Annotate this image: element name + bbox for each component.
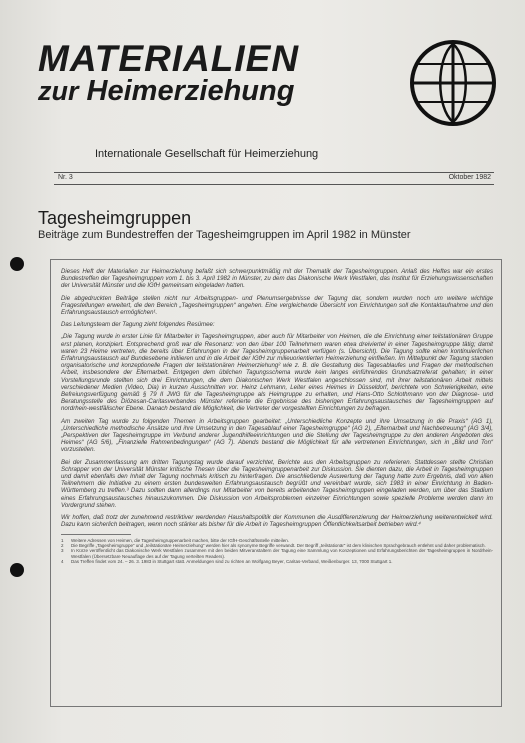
paragraph: „Die Tagung wurde in erster Linie für Mitarbeiter in Tagesheimgruppen, aber auch für Mitarbeiter von Heimen, die die Einrichtung einer teilstationären Gruppe erst planen, konzipiert. Entsprechend groß war die Resonanz: von den über 100 Teilnehmern waren etwa dreiviertel in einer Tagesheimgruppe tätig; damit waren 23 Heime vertreten, die bereits über Erfahrungen in der Tagesheimgruppenarbeit verfügen (s. Übersicht). Die Tagung sollte einen kontinuierlichen Erfahrungsaustausch auf Bundesebene initiieren und in die Arbeit der IGfH zur milieuorientierten Heimerziehung einfließen. Im Mittelpunkt der Tagung standen organisatorische und konzeptionelle Fragen der teilstationären Heimerziehung² wie z. B. die Gestaltung des Tagesablaufes und Fragen der methodischen Arbeit, insbesondere der Elternarbeit. Entgegen dem üblichen Tagungsschema wurde kein langes einführendes Grundsatzreferat gehalten; in einer Vorstellungsrunde stellten sich drei Einrichtungen, die dem Diakonischen Werk Westfalen angeschlossen sind, mit ihrer teilstationären Arbeit mittels verschiedener Medien (Video, Dia) in kurzen Ausschnitten vor. Heinz Lehmann, Leiter eines Heimes in Düsseldorf, berichtete von Schwierigkeiten, eine Befreiungsverfügung gemäß § 79 II JWG für die Tagesheimgruppe als Heimgruppe zu erhalten, und Hans-Otto Schlothmann von der Diagnose- und Beratungsstelle des Diözesan-Caritasverbandes Münster referierte die Ergebnisse des bisherigen Erfahrungsaustausches der Tagesheimgruppen auf nordrhein-westfälischer Ebene. Danach bestand die Möglichkeit, die Vertreter der vorgestellten Einrichtungen zu befragen. xyxy=(61,333,493,413)
footnote-divider xyxy=(61,534,131,535)
masthead-line2 xyxy=(38,76,398,106)
paragraph: Dieses Heft der Materialien zur Heimerziehung befaßt sich schwerpunktmäßig mit der Thematik der Tagesheimgruppen. Anlaß des Heftes war ein erstes Bundestreffen der Tagesheimgruppen vom 1. bis 3. April 1982 in Münster, zu dem das Diakonische Werk Westfalen, das Institut für Erziehungswissenschaften der Universität Münster und die IGfH gemeinsam eingeladen hatten. xyxy=(61,268,493,290)
issue-number: Nr. 3 xyxy=(58,174,73,181)
globe-logo-icon xyxy=(410,40,496,126)
punch-hole xyxy=(10,257,24,271)
footnote-number: 3 xyxy=(61,548,64,554)
footnote xyxy=(61,548,493,559)
footnote-number: 4 xyxy=(61,559,64,565)
footnote-number: 2 xyxy=(61,542,64,548)
article-text-box xyxy=(50,259,502,707)
footnote-text: In Kürze veröffentlicht das Diakonische Werk Westfalen zusammen mit den beiden Mitveranstaltern der Tagung eine Sammlung von Konzeptionen und Erfahrungsberichten der Tagesheimgruppen in Nordrhein-Westfalen (Übersetzbare Neuauflage des auf der Tagung verteilten Readers). xyxy=(71,548,493,559)
header-rule-top xyxy=(54,172,494,173)
punch-hole xyxy=(10,563,24,577)
header-rule-bottom xyxy=(54,184,494,185)
masthead-line1: MATERIALIEN xyxy=(38,38,300,79)
issue-date: Oktober 1982 xyxy=(448,174,491,181)
paragraph: Die abgedruckten Beiträge stellen nicht nur Arbeitsgruppen- und Plenumsergebnisse der Tagung dar, sondern wurden noch um weitere wichtige Fragestellungen erweitert, die den Bereich „Tagesheimgruppen“ angehen. Eine vergleichende Übersicht von Einrichtungen soll die Kontaktaufnahme und den Erfahrungsaustausch ermöglichen¹. xyxy=(61,294,493,317)
masthead xyxy=(38,38,398,107)
footnote xyxy=(61,559,493,564)
footnote-text: Die Begriffe „Tagesheimgruppe“ und „teilstationäre Heimerziehung“ werden hier als synonyme Begriffe verwandt. Der Begriff „teilstationär“ ist dem klinischen Sprachgebrauch entlehnt und daher problematisch. xyxy=(71,542,486,548)
article-title: Tagesheimgruppen xyxy=(38,208,192,228)
paragraph: Am zweiten Tag wurde zu folgenden Themen in Arbeitsgruppen gearbeitet: „Unterschiedliche Konzepte und ihre Umsetzung in die Praxis“ (AG 1), „Unterschiedliche methodische Ansätze und ihre Umsetzung in den Tagesablauf einer Tagesheimgruppe“ (AG 2), „Elternarbeit und Nachbetreuung“ (AG 3/4), „Perspektiven der Tagesheimgruppe im Verbund anderer Jugendhilfeeinrichtungen und die Stellung der Tagesheimgruppe zu den anderen Angeboten des Heimes“ (AG 5/6), „Finanzielle Rahmenbedingungen“ (AG 7). Abends bestand die Möglichkeit für alle vertretenen Einrichtungen, sich in „Bild und Ton“ vorzustellen. xyxy=(61,417,493,454)
article-body xyxy=(61,268,493,565)
footnote-text: Weitere Adressen von Heimen, die Tagesheimgruppenarbeit machen, bitte der IGfH-Geschäftsstelle mitteilen. xyxy=(71,537,289,543)
footnote-text: Das Treffen findet vom 24. – 26. 3. 1983 in Stuttgart statt. Anmeldungen sind zu richten an Wolfgang Beyer, Caritas-Verband, Weißenburger. 13, 7000 Stuttgart 1. xyxy=(71,559,393,565)
masthead-zur: zur xyxy=(38,76,79,106)
masthead-heimerziehung: Heimerziehung xyxy=(78,75,295,107)
paragraph: Bei der Zusammenfassung am dritten Tagungstag wurde darauf verzichtet, Berichte aus den Arbeitsgruppen zu referieren. Stattdessen stellte Christian Schrapper von der Universität Münster kritische Thesen über die Tagesheimgruppenarbeit zur Diskussion. Sie dienten dazu, die Arbeit in Tagesheimgruppen und damit ebenfalls den Inhalt der Tagung nochmals kritisch zu hinterfragen. Die anschließende Auswertung der Tagung hatte zum Ergebnis, daß von allen Teilnehmern die Initiative zu einem ersten bundesweiten Erfahrungsaustausch begrüßt und vereinbart wurde, sich 1983 in einer Einrichtung in Baden-Württemberg zu treffen.³ Dazu sollten dann allerdings nur Mitarbeiter von bereits arbeitenden Tagesheimgruppen eingeladen werden, um über das Stadium eines Erfahrungsaustausches hinauszukommen. Die Diskussion von Arbeitsproblemen einzelner Einrichtungen sowie spezielle Probleme werden dann im Vordergrund stehen. xyxy=(61,458,493,509)
paragraph: Wir hoffen, daß trotz der zunehmend restriktiver werdenden Haushaltspolitik der Kommunen die Ausdifferenzierung der Heimerziehung weiterentwickelt wird. Dazu kann sicherlich beitragen, wenn noch stärker als bisher für die Arbeit in Tagesheimgruppen Öffentlichkeitsarbeit betrieben wird.⁴ xyxy=(61,514,493,529)
article-subtitle: Beiträge zum Bundestreffen der Tagesheimgruppen im April 1982 in Münster xyxy=(38,229,411,241)
organization-name: Internationale Gesellschaft für Heimerziehung xyxy=(95,148,319,160)
paragraph: Das Leitungsteam der Tagung zieht folgendes Resümee: xyxy=(61,321,215,329)
footnote-number: 1 xyxy=(61,537,64,543)
